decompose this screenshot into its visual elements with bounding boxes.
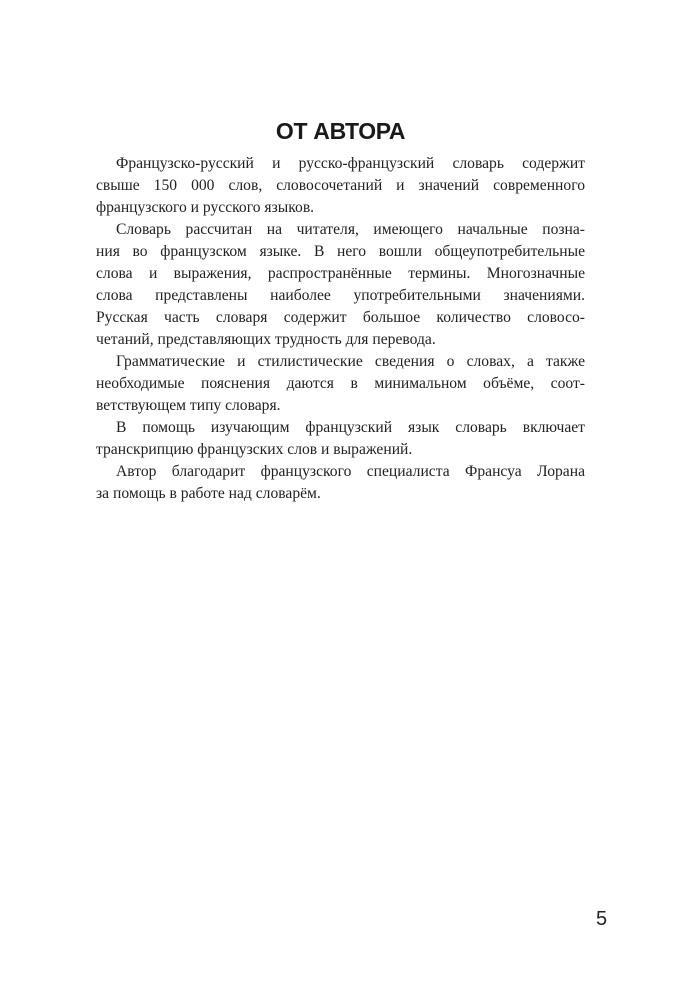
text-line: Словарь рассчитан на читателя, имеющего начальные позна- [116,221,585,238]
page-number: 5 [596,908,608,930]
text-line: слова и выражения, распространённые термины. Многозначные [96,265,585,282]
text-line: Русская часть словаря содержит большое количество словосо- [96,309,585,326]
text-line: необходимые пояснения даются в минимальном объёме, соот- [96,375,585,392]
paragraph [96,219,585,351]
page-title: ОТ АВТОРА [275,118,406,144]
text-line: за помощь в работе над словарём. [96,485,321,502]
text-line: французского и русского языков. [96,199,315,216]
text-line: В помощь изучающим французский язык словарь включает [116,419,585,436]
body-text [96,153,585,505]
text-line: Французско-русский и русско-французский словарь содержит [116,155,585,172]
text-line: четаний, представляющих трудность для перевода. [96,331,436,348]
text-line: свыше 150 000 слов, словосочетаний и значений современного [96,177,585,194]
text-line: Автор благодарит французского специалиста Франсуа Лорана [116,463,585,480]
text-line: транскрипцию французских слов и выражений. [96,441,413,458]
paragraph [96,351,585,417]
text-line: ния во французском языке. В него вошли общеупотребительные [96,243,585,260]
text-line: слова представлены наиболее употребительными значениями. [96,287,585,304]
paragraph [96,417,585,461]
text-line: Грамматические и стилистические сведения о словах, а также [116,353,585,370]
paragraph [96,461,585,505]
paragraph [96,153,585,219]
text-line: ветствующем типу словаря. [96,397,281,414]
